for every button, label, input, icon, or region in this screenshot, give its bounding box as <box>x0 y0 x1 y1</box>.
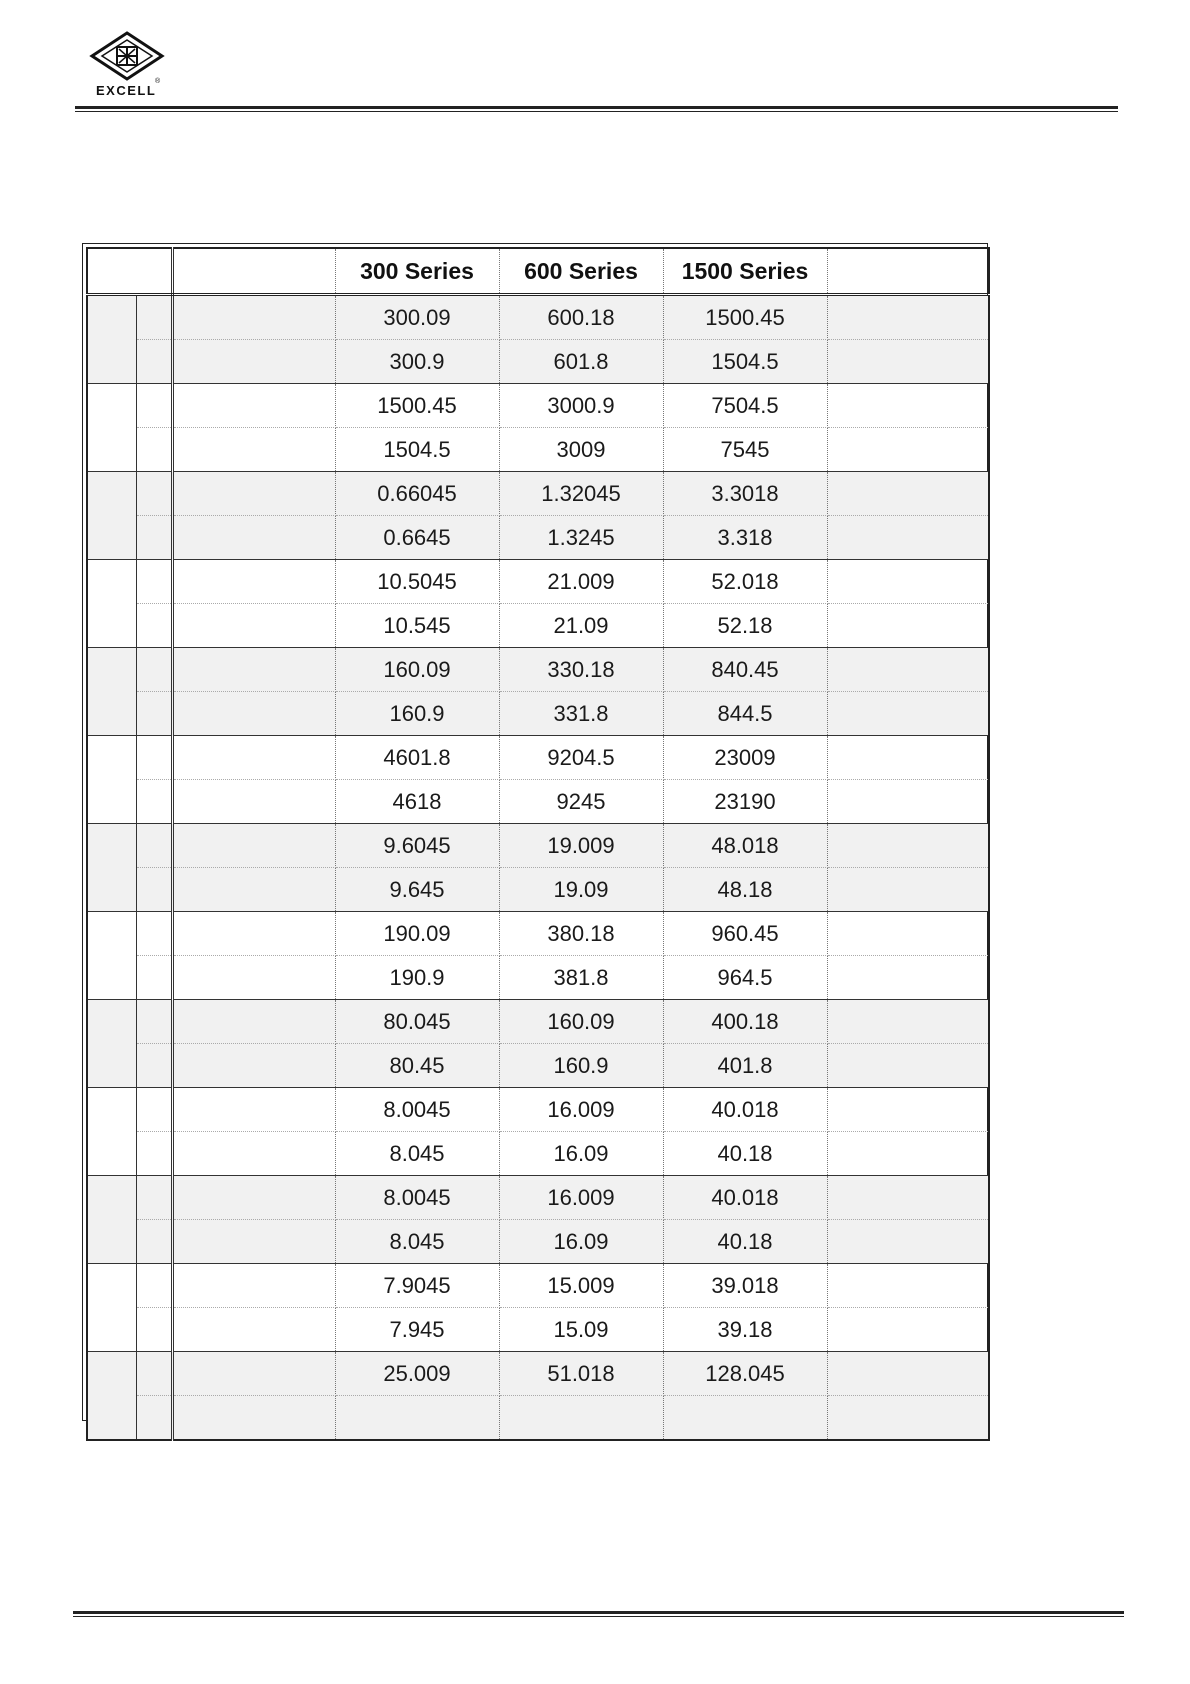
table-row <box>87 295 989 340</box>
value-cell <box>335 1396 499 1441</box>
value-cell <box>499 1396 663 1441</box>
value-cell: 39.18 <box>663 1308 827 1352</box>
table-row <box>87 1220 989 1264</box>
row-label-cell <box>172 1220 335 1264</box>
table-row <box>87 1264 989 1308</box>
value-cell: 52.018 <box>663 560 827 604</box>
row-sub-cell <box>136 384 172 428</box>
value-cell: 9245 <box>499 780 663 824</box>
row-unit-cell <box>827 428 989 472</box>
value-cell: 40.018 <box>663 1088 827 1132</box>
row-sub-cell <box>136 912 172 956</box>
value-cell: 15.009 <box>499 1264 663 1308</box>
value-cell: 400.18 <box>663 1000 827 1044</box>
row-label-cell <box>172 1308 335 1352</box>
row-unit-cell <box>827 648 989 692</box>
row-group-cell <box>87 1176 136 1264</box>
row-sub-cell <box>136 868 172 912</box>
table-row <box>87 868 989 912</box>
row-label-cell <box>172 1000 335 1044</box>
table-row <box>87 560 989 604</box>
value-cell: 8.0045 <box>335 1088 499 1132</box>
row-unit-cell <box>827 868 989 912</box>
logo-wordmark: EXCELL <box>96 83 157 98</box>
row-sub-cell <box>136 604 172 648</box>
row-unit-cell <box>827 824 989 868</box>
value-cell: 3000.9 <box>499 384 663 428</box>
value-cell: 40.018 <box>663 1176 827 1220</box>
row-sub-cell <box>136 1352 172 1396</box>
row-label-cell <box>172 912 335 956</box>
value-cell: 21.09 <box>499 604 663 648</box>
row-unit-cell <box>827 1176 989 1220</box>
value-cell: 128.045 <box>663 1352 827 1396</box>
value-cell: 0.66045 <box>335 472 499 516</box>
row-group-cell <box>87 472 136 560</box>
row-group-cell <box>87 295 136 384</box>
spec-table-frame <box>82 243 988 1421</box>
row-unit-cell <box>827 1044 989 1088</box>
value-cell: 7504.5 <box>663 384 827 428</box>
row-label-cell <box>172 1044 335 1088</box>
column-header-300: 300 Series <box>335 248 499 295</box>
value-cell: 25.009 <box>335 1352 499 1396</box>
row-sub-cell <box>136 1264 172 1308</box>
table-row <box>87 1176 989 1220</box>
row-label-cell <box>172 516 335 560</box>
row-label-cell <box>172 868 335 912</box>
spec-table-body <box>87 295 989 1441</box>
value-cell: 1504.5 <box>663 340 827 384</box>
header-blank-group <box>87 248 172 295</box>
row-unit-cell <box>827 340 989 384</box>
value-cell: 3.318 <box>663 516 827 560</box>
value-cell: 21.009 <box>499 560 663 604</box>
row-sub-cell <box>136 1176 172 1220</box>
row-label-cell <box>172 1088 335 1132</box>
row-unit-cell <box>827 1308 989 1352</box>
row-unit-cell <box>827 472 989 516</box>
row-label-cell <box>172 560 335 604</box>
value-cell: 8.045 <box>335 1132 499 1176</box>
row-group-cell <box>87 736 136 824</box>
row-sub-cell <box>136 1044 172 1088</box>
row-label-cell <box>172 604 335 648</box>
row-sub-cell <box>136 516 172 560</box>
row-group-cell <box>87 648 136 736</box>
row-unit-cell <box>827 692 989 736</box>
value-cell: 331.8 <box>499 692 663 736</box>
row-sub-cell <box>136 1220 172 1264</box>
row-group-cell <box>87 912 136 1000</box>
value-cell: 9204.5 <box>499 736 663 780</box>
row-sub-cell <box>136 648 172 692</box>
value-cell: 190.9 <box>335 956 499 1000</box>
value-cell: 19.009 <box>499 824 663 868</box>
value-cell: 23009 <box>663 736 827 780</box>
row-unit-cell <box>827 912 989 956</box>
value-cell: 1.32045 <box>499 472 663 516</box>
row-sub-cell <box>136 560 172 604</box>
table-row <box>87 912 989 956</box>
row-sub-cell <box>136 340 172 384</box>
table-row <box>87 1132 989 1176</box>
table-row <box>87 384 989 428</box>
value-cell: 23190 <box>663 780 827 824</box>
row-label-cell <box>172 956 335 1000</box>
registered-mark: ® <box>155 78 161 85</box>
value-cell: 8.045 <box>335 1220 499 1264</box>
value-cell: 80.45 <box>335 1044 499 1088</box>
table-row <box>87 604 989 648</box>
row-group-cell <box>87 1000 136 1088</box>
value-cell: 160.09 <box>499 1000 663 1044</box>
row-unit-cell <box>827 736 989 780</box>
value-cell: 15.09 <box>499 1308 663 1352</box>
table-row <box>87 736 989 780</box>
row-label-cell <box>172 1352 335 1396</box>
row-label-cell <box>172 295 335 340</box>
excell-logo <box>88 30 178 100</box>
value-cell: 52.18 <box>663 604 827 648</box>
value-cell: 9.6045 <box>335 824 499 868</box>
row-unit-cell <box>827 1088 989 1132</box>
value-cell: 190.09 <box>335 912 499 956</box>
value-cell: 10.5045 <box>335 560 499 604</box>
row-sub-cell <box>136 780 172 824</box>
value-cell: 3.3018 <box>663 472 827 516</box>
value-cell: 160.09 <box>335 648 499 692</box>
table-row <box>87 472 989 516</box>
row-sub-cell <box>136 824 172 868</box>
value-cell: 16.09 <box>499 1132 663 1176</box>
table-row <box>87 1044 989 1088</box>
value-cell: 300.09 <box>335 295 499 340</box>
value-cell: 48.18 <box>663 868 827 912</box>
value-cell: 380.18 <box>499 912 663 956</box>
table-header-row <box>87 248 989 295</box>
row-unit-cell <box>827 1220 989 1264</box>
row-label-cell <box>172 780 335 824</box>
row-sub-cell <box>136 736 172 780</box>
row-unit-cell <box>827 1396 989 1441</box>
row-unit-cell <box>827 956 989 1000</box>
row-unit-cell <box>827 295 989 340</box>
row-unit-cell <box>827 1000 989 1044</box>
header-blank-label <box>172 248 335 295</box>
value-cell: 48.018 <box>663 824 827 868</box>
value-cell: 1500.45 <box>335 384 499 428</box>
value-cell: 964.5 <box>663 956 827 1000</box>
table-row <box>87 1088 989 1132</box>
row-group-cell <box>87 1088 136 1176</box>
value-cell: 7.945 <box>335 1308 499 1352</box>
row-label-cell <box>172 736 335 780</box>
value-cell: 4601.8 <box>335 736 499 780</box>
header-blank-unit <box>827 248 989 295</box>
table-row <box>87 1308 989 1352</box>
value-cell: 51.018 <box>499 1352 663 1396</box>
value-cell: 1500.45 <box>663 295 827 340</box>
row-label-cell <box>172 692 335 736</box>
row-group-cell <box>87 1264 136 1352</box>
value-cell: 40.18 <box>663 1220 827 1264</box>
row-group-cell <box>87 1352 136 1441</box>
row-sub-cell <box>136 472 172 516</box>
value-cell: 0.6645 <box>335 516 499 560</box>
table-row <box>87 516 989 560</box>
row-sub-cell <box>136 1088 172 1132</box>
value-cell: 9.645 <box>335 868 499 912</box>
value-cell: 40.18 <box>663 1132 827 1176</box>
row-label-cell <box>172 648 335 692</box>
value-cell: 300.9 <box>335 340 499 384</box>
row-unit-cell <box>827 780 989 824</box>
row-sub-cell <box>136 1396 172 1441</box>
row-label-cell <box>172 340 335 384</box>
row-unit-cell <box>827 1132 989 1176</box>
value-cell: 3009 <box>499 428 663 472</box>
spec-table <box>86 247 990 1441</box>
table-row <box>87 692 989 736</box>
table-row <box>87 780 989 824</box>
row-group-cell <box>87 824 136 912</box>
value-cell: 7545 <box>663 428 827 472</box>
row-sub-cell <box>136 1132 172 1176</box>
value-cell: 19.09 <box>499 868 663 912</box>
value-cell: 601.8 <box>499 340 663 384</box>
row-unit-cell <box>827 560 989 604</box>
row-unit-cell <box>827 604 989 648</box>
value-cell: 330.18 <box>499 648 663 692</box>
table-row <box>87 1352 989 1396</box>
table-row <box>87 648 989 692</box>
excell-emblem-icon <box>88 30 166 82</box>
value-cell: 960.45 <box>663 912 827 956</box>
value-cell: 16.009 <box>499 1176 663 1220</box>
value-cell: 160.9 <box>499 1044 663 1088</box>
row-unit-cell <box>827 516 989 560</box>
table-row <box>87 824 989 868</box>
value-cell: 4618 <box>335 780 499 824</box>
row-group-cell <box>87 384 136 472</box>
value-cell: 8.0045 <box>335 1176 499 1220</box>
value-cell: 1.3245 <box>499 516 663 560</box>
value-cell: 160.9 <box>335 692 499 736</box>
table-row <box>87 340 989 384</box>
header-rule <box>75 106 1118 112</box>
row-unit-cell <box>827 1352 989 1396</box>
value-cell: 840.45 <box>663 648 827 692</box>
value-cell: 401.8 <box>663 1044 827 1088</box>
row-label-cell <box>172 384 335 428</box>
value-cell: 7.9045 <box>335 1264 499 1308</box>
footer-rule <box>73 1611 1124 1617</box>
value-cell: 16.09 <box>499 1220 663 1264</box>
value-cell: 381.8 <box>499 956 663 1000</box>
row-sub-cell <box>136 956 172 1000</box>
value-cell: 80.045 <box>335 1000 499 1044</box>
row-unit-cell <box>827 384 989 428</box>
value-cell: 39.018 <box>663 1264 827 1308</box>
value-cell <box>663 1396 827 1441</box>
value-cell: 1504.5 <box>335 428 499 472</box>
row-label-cell <box>172 428 335 472</box>
row-label-cell <box>172 1176 335 1220</box>
row-label-cell <box>172 1264 335 1308</box>
row-group-cell <box>87 560 136 648</box>
table-row <box>87 1000 989 1044</box>
row-sub-cell <box>136 692 172 736</box>
value-cell: 10.545 <box>335 604 499 648</box>
value-cell: 16.009 <box>499 1088 663 1132</box>
table-row <box>87 428 989 472</box>
row-sub-cell <box>136 1000 172 1044</box>
row-sub-cell <box>136 428 172 472</box>
row-label-cell <box>172 1132 335 1176</box>
row-unit-cell <box>827 1264 989 1308</box>
value-cell: 600.18 <box>499 295 663 340</box>
row-sub-cell <box>136 295 172 340</box>
value-cell: 844.5 <box>663 692 827 736</box>
column-header-1500: 1500 Series <box>663 248 827 295</box>
row-sub-cell <box>136 1308 172 1352</box>
row-label-cell <box>172 824 335 868</box>
table-row <box>87 956 989 1000</box>
table-row <box>87 1396 989 1441</box>
row-label-cell <box>172 1396 335 1441</box>
column-header-600: 600 Series <box>499 248 663 295</box>
row-label-cell <box>172 472 335 516</box>
